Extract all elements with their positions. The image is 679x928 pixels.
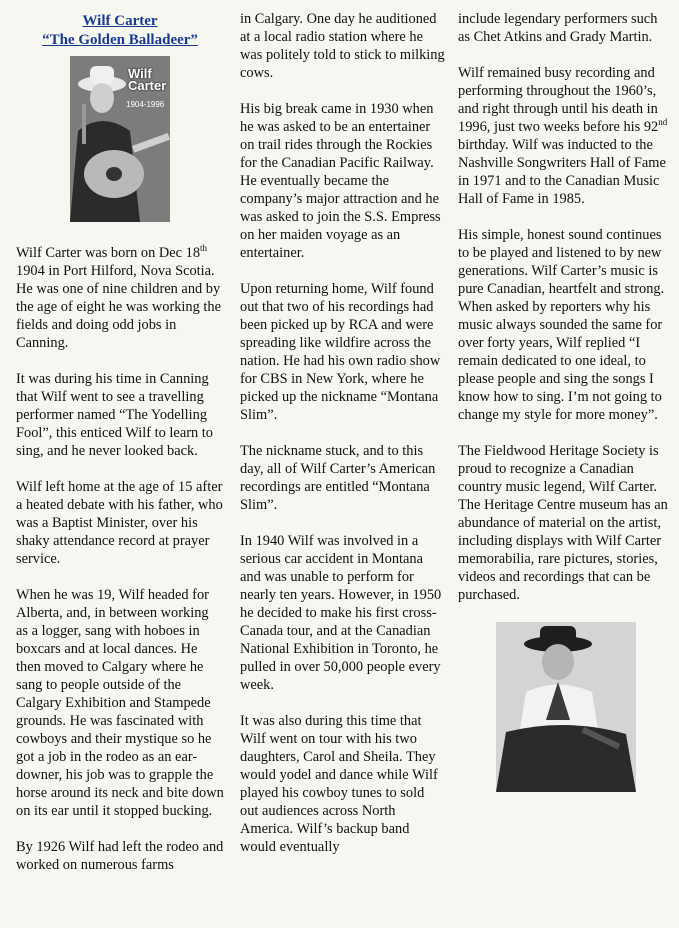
col3-paragraph-1: include legendary performers such as Chet Atkins and Grady Martin.	[458, 11, 658, 45]
col1-paragraph-2: It was during his time in Canning that Wilf went to see a travelling performer named “The Yodelling Fool”, this enticed Wilf to learn to sing, and he never looked back.	[16, 371, 213, 459]
rider-on-horse-photo	[496, 622, 636, 792]
col1-p1-text-a: Wilf Carter was born on Dec 18	[16, 245, 201, 261]
col2-paragraph-5: In 1940 Wilf was involved in a serious car accident in Montana and was unable to perform for nearly ten years. However, in 1950 he decided to make his first cross-Canada tour, and at the Canadian National Exhibition in Toronto, he pulled in over 50,000 people every week.	[240, 533, 442, 693]
column-1	[16, 0, 224, 892]
rider-photo-graphic	[496, 622, 636, 792]
col1-p1-sup: th	[200, 243, 208, 254]
col3-p2-text-b: birthday. Wilf was inducted to the Nashville Songwriters Hall of Fame in 1971 and to the Canadian Music Hall of Fame in 1985.	[458, 137, 666, 207]
photo-caption-name: Wilf Carter	[128, 66, 167, 93]
page-title: Wilf Carter	[82, 13, 158, 29]
col1-paragraph-1	[16, 244, 224, 352]
col1-p1-text-b: 1904 in Port Hilford, Nova Scotia. He was one of nine children and by the age of eight he was working the fields and doing odd jobs in Canning.	[16, 263, 222, 351]
col1-paragraph-3: Wilf left home at the age of 15 after a heated debate with his father, who was a Baptist Minister, over his shaky attendance record at prayer service.	[16, 479, 223, 567]
col3-p2-sup: nd	[658, 117, 668, 128]
column-2	[240, 10, 446, 874]
col3-paragraph-4: The Fieldwood Heritage Society is proud to recognize a Canadian country music legend, Wilf Carter. The Heritage Centre museum has an abundance of material on the artist, including displays with Wilf Carter memorabilia, rare pictures, stories, videos and recordings that can be purchased.	[458, 443, 668, 603]
title-block	[16, 12, 224, 50]
col1-paragraph-5: By 1926 Wilf had left the rodeo and worked on numerous farms	[16, 839, 224, 873]
column-3	[458, 10, 668, 792]
page-subtitle: “The Golden Balladeer”	[42, 32, 198, 48]
col2-paragraph-4: The nickname stuck, and to this day, all of Wilf Carter’s American recordings are entitled “Montana Slim”.	[240, 443, 436, 513]
col2-paragraph-2: His big break came in 1930 when he was asked to be an entertainer on trail rides through the Rockies for the Canadian Pacific Railway. He eventually became the company’s major attraction and he was asked to join the S.S. Empress on her maiden voyage as an entertainer.	[240, 101, 441, 261]
col3-paragraph-2	[458, 64, 668, 208]
col2-paragraph-1: in Calgary. One day he auditioned at a local radio station where he was politely told to stick to milking cows.	[240, 11, 445, 81]
col2-paragraph-6: It was also during this time that Wilf went on tour with his two daughters, Carol and Sheila. They would yodel and dance while Wilf played his cowboy tunes to sold out audiences across North America. Wilf’s backup band would eventually	[240, 713, 438, 855]
col3-paragraph-3: His simple, honest sound continues to be played and listened to by new generations. Wilf Carter’s music is pure Canadian, heartfelt and strong. When asked by reporters why his music always sounded the same for over forty years, Wilf replied “I remain dedicated to one ideal, to please people and sing the songs I know how to sing. I’m not going to change my style for more money”.	[458, 227, 665, 423]
singer-with-guitar-photo	[70, 56, 170, 222]
photo-caption-years: 1904-1996	[126, 100, 165, 109]
col2-paragraph-3: Upon returning home, Wilf found out that two of his recordings had been picked up by RCA and were spreading like wildfire across the nation. He had his own radio show for CBS in New York, where he picked up the nickname “Montana Slim”.	[240, 281, 441, 423]
col3-p2-text-a: Wilf remained busy recording and performing throughout the 1960’s, and right through until his death in 1996, just two weeks before his 92	[458, 65, 659, 135]
col1-paragraph-4: When he was 19, Wilf headed for Alberta, and, in between working as a logger, sang with hoboes in boxcars and at local dances. He then moved to Calgary where he sang to people outside of the Calgary Exhibition and Stampede grounds. He was fascinated with cowboys and their mystique so he got a job in the rodeo as an ear-downer, his job was to grapple the horse around its neck and bite down on its ear until it stopped bucking.	[16, 587, 224, 819]
